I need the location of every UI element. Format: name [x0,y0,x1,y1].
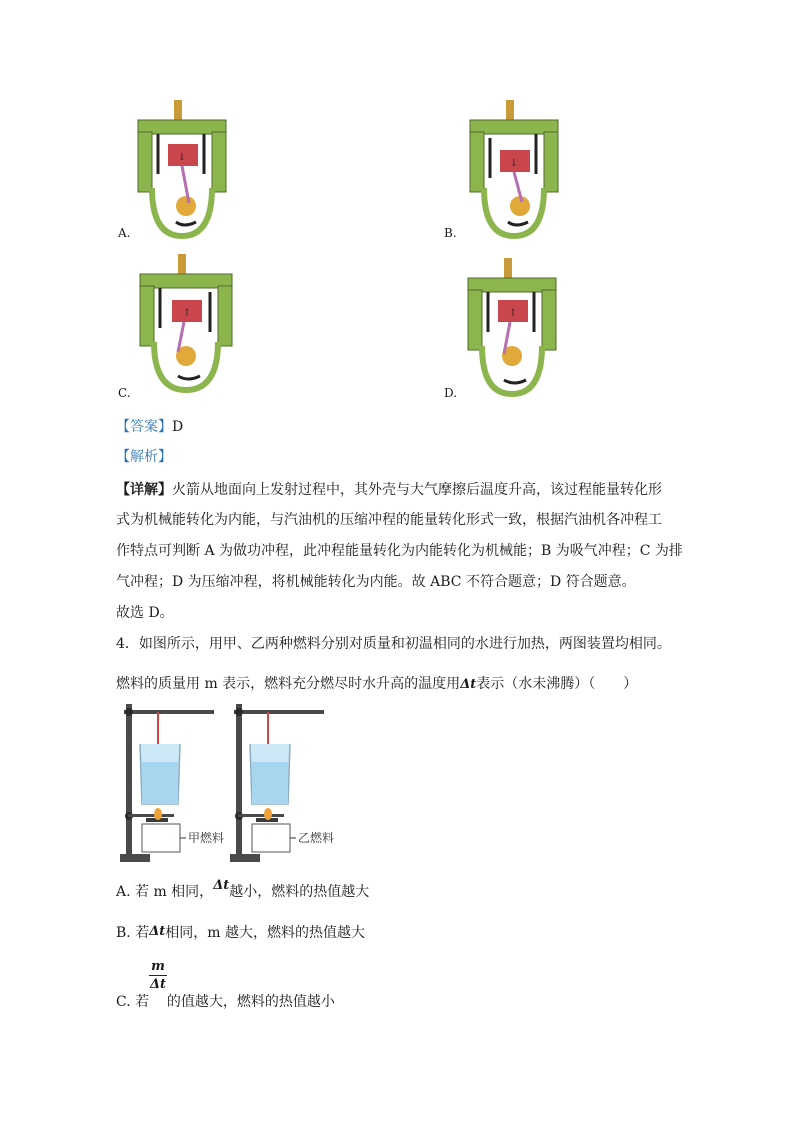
engine-diagram-a [134,98,230,240]
option-suffix: 相同，m 越大，燃料的热值越大 [165,925,366,941]
option-label: B. [444,226,457,240]
m-over-delta-t-fraction [149,960,167,991]
fuel-label-yi: 乙燃料 [298,831,335,845]
fraction-denominator: Δt [149,977,167,992]
detail-line-4: 气冲程；D 为压缩冲程，将机械能转化为内能。故 ABC 不符合题意；D 符合题意。 [116,574,636,590]
fraction-numerator: m [151,959,165,974]
svg-text:↓: ↓ [509,158,519,169]
svg-text:↑: ↑ [508,308,518,319]
analysis-line [116,446,172,466]
answer-line [116,416,183,436]
svg-text:↓: ↓ [177,152,187,163]
option-prefix: C. 若 [116,993,150,1010]
detail-text: 火箭从地面向上发射过程中，其外壳与大气摩擦后温度升高，该过程能量转化形 [172,482,662,498]
engine-diagram-b [466,98,562,240]
option-label: A. [118,226,131,240]
option-prefix: B. 若 [116,925,150,941]
option-label: C. [118,386,131,400]
q4-option-a[interactable] [116,878,370,901]
option-suffix: 的值越大，燃料的热值越小 [166,993,335,1010]
question4-line-2 [116,673,637,693]
answer-value: D [172,419,184,435]
engine-diagram-c [136,252,236,394]
q4-option-b[interactable] [116,922,365,942]
detail-line-5: 故选 D。 [116,605,174,621]
question4-line-1: 4．如图所示，用甲、乙两种燃料分别对质量和初温相同的水进行加热，两图装置均相同。 [116,636,671,652]
answer-tag: 【答案】 [116,419,172,435]
svg-text:↑: ↑ [182,308,192,319]
question4-text-a: 燃料的质量用 m 表示，燃料充分燃尽时水升高的温度用 [116,676,461,692]
detail-line-3: 作特点可判断 A 为做功冲程，此冲程能量转化为内能转化为机械能；B 为吸气冲程；C 为排 [116,543,683,559]
q4-option-c[interactable] [116,959,335,1010]
option-prefix: A. 若 m 相同， [116,884,214,900]
option-suffix: 越小，燃料的热值越大 [229,884,370,900]
detail-line-2: 式为机械能转化为内能，与汽油机的压缩冲程的能量转化形式一致，根据汽油机各冲程工 [116,512,662,528]
heating-apparatus-figure [118,700,358,866]
analysis-tag: 【解析】 [116,449,172,465]
fuel-label-jia: 甲燃料 [188,831,225,845]
detail-line-1 [116,479,662,499]
option-label: D. [444,386,458,400]
question4-text-b: 表示（水未沸腾）（ ） [476,676,638,692]
detail-tag: 【详解】 [116,482,172,498]
delta-t-symbol: Δt [460,677,477,692]
engine-diagram-d [464,256,560,398]
delta-t-symbol: Δt [213,878,230,893]
delta-t-symbol: Δt [149,924,166,939]
